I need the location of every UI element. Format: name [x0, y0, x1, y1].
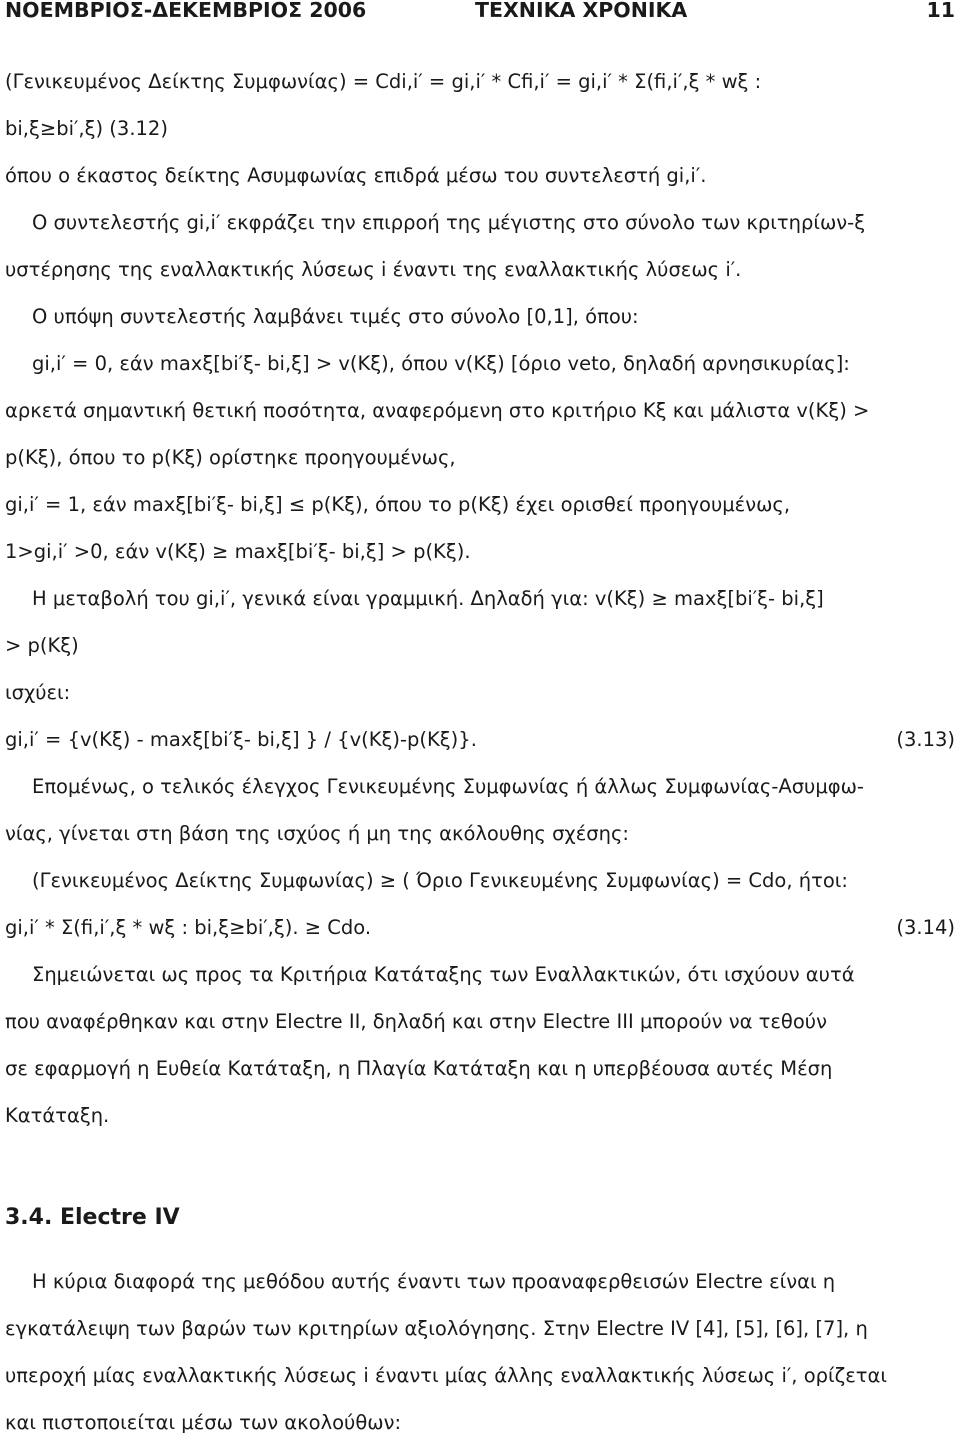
text-line: όπου ο έκαστος δείκτης Ασυμφωνίας επιδρά μέσω του συντελεστή gi,i′. — [5, 164, 707, 187]
text-line: Επομένως, ο τελικός έλεγχος Γενικευμένης Συμφωνίας ή άλλως Συμφωνίας-Ασυμφω- — [32, 775, 864, 798]
condition-line: 1>gi,i′ >0, εάν v(Κξ) ≥ maxξ[bi′ξ- bi,ξ] > p(Κξ). — [5, 540, 471, 563]
text-line: Η μεταβολή του gi,i′, γενικά είναι γραμμική. Δηλαδή για: v(Κξ) ≥ maxξ[bi′ξ- bi,ξ] — [32, 587, 824, 610]
condition-line: gi,i′ = 0, εάν maxξ[bi′ξ- bi,ξ] > v(Κξ), όπου v(Κξ) [όριο veto, δηλαδή αρνησικυρίας]: — [32, 352, 850, 375]
equation-3-12-line-1: (Γενικευμένος Δείκτης Συμφωνίας) = Cdi,i′ = gi,i′ * Cfi,i′ = gi,i′ * Σ(fi,i′,ξ * wξ : — [5, 70, 762, 93]
text-line: (Γενικευμένος Δείκτης Συμφωνίας) ≥ ( Όριο Γενικευμένης Συμφωνίας) = Cdo, ήτοι: — [32, 869, 848, 892]
text-line: > p(Κξ) — [5, 634, 79, 657]
text-line: εγκατάλειψη των βαρών των κριτηρίων αξιολόγησης. Στην Electre IV [4], [5], [6], [7], η — [5, 1317, 868, 1340]
running-header — [5, 0, 955, 22]
text-line: Η κύρια διαφορά της μεθόδου αυτής έναντι των προαναφερθεισών Electre είναι η — [32, 1270, 836, 1293]
equation-body: gi,i′ * Σ(fi,i′,ξ * wξ : bi,ξ≥bi′,ξ). ≥ Cdo. — [5, 916, 372, 939]
equation-3-13 — [5, 728, 955, 752]
text-line: υστέρησης της εναλλακτικής λύσεως i έναντι της εναλλακτικής λύσεως i′. — [5, 258, 742, 281]
text-line: Ο υπόψη συντελεστής λαμβάνει τιμές στο σύνολο [0,1], όπου: — [32, 305, 639, 328]
text-line: Ο συντελεστής gi,i′ εκφράζει την επιρροή της μέγιστης στο σύνολο των κριτηρίων-ξ — [32, 211, 866, 234]
page-number: 11 — [926, 0, 955, 22]
equation-3-12-line-2: bi,ξ≥bi′,ξ) (3.12) — [5, 117, 168, 140]
equation-body: gi,i′ = {v(Κξ) - maxξ[bi′ξ- bi,ξ] } / {v(Κξ)-p(Κξ)}. — [5, 728, 477, 751]
text-line: και πιστοποιείται μέσω των ακολούθων: — [5, 1411, 402, 1434]
journal-issue-date: ΝΟΕΜΒΡΙΟΣ-ΔΕΚΕΜΒΡΙΟΣ 2006 — [5, 0, 367, 22]
text-line: p(Κξ), όπου το p(Κξ) ορίστηκε προηγουμένως, — [5, 446, 456, 469]
section-heading: 3.4. Electre IV — [5, 1205, 180, 1230]
text-line: σε εφαρμογή η Ευθεία Κατάταξη, η Πλαγία Κατάταξη και η υπερβέουσα αυτές Μέση — [5, 1057, 833, 1080]
equation-number: (3.14) — [896, 916, 955, 939]
text-line: αρκετά σημαντική θετική ποσότητα, αναφερόμενη στο κριτήριο Κξ και μάλιστα v(Κξ) > — [5, 399, 870, 422]
equation-3-14 — [5, 916, 955, 940]
text-line: υπεροχή μίας εναλλακτικής λύσεως i έναντι μίας άλλης εναλλακτικής λύσεως i′, ορίζεται — [5, 1364, 887, 1387]
text-line: Κατάταξη. — [5, 1104, 110, 1127]
equation-number: (3.13) — [896, 728, 955, 751]
text-line: νίας, γίνεται στη βάση της ισχύος ή μη της ακόλουθης σχέσης: — [5, 822, 629, 845]
journal-title: ΤΕΧΝΙΚΑ ΧΡΟΝΙΚΑ — [475, 0, 688, 22]
text-line: ισχύει: — [5, 681, 71, 704]
condition-line: gi,i′ = 1, εάν maxξ[bi′ξ- bi,ξ] ≤ p(Κξ), όπου το p(Κξ) έχει ορισθεί προηγουμένως, — [5, 493, 791, 516]
text-line: Σημειώνεται ως προς τα Κριτήρια Κατάταξης των Εναλλακτικών, ότι ισχύουν αυτά — [32, 963, 855, 986]
text-line: που αναφέρθηκαν και στην Electre II, δηλαδή και στην Electre III μπορούν να τεθούν — [5, 1010, 827, 1033]
